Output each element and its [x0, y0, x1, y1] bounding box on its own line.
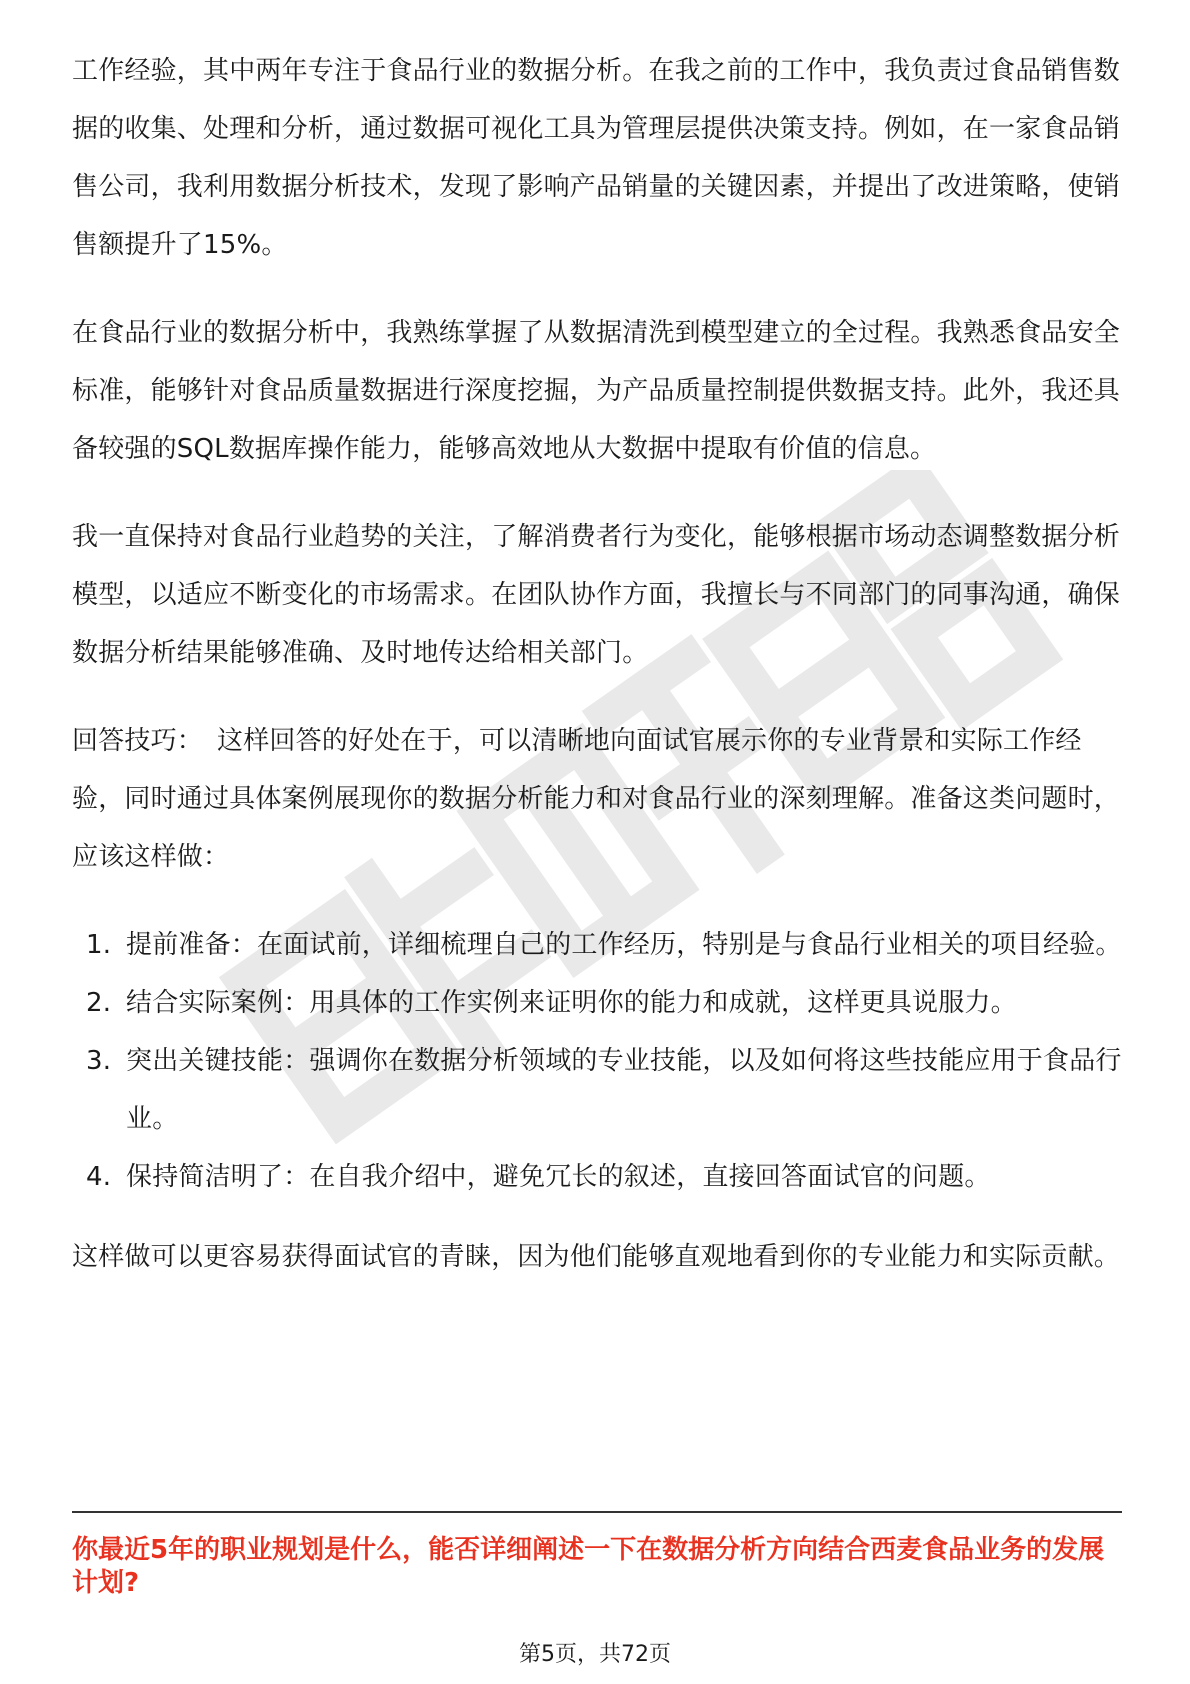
- list-item: [72, 1148, 1122, 1206]
- paragraph: 工作经验，其中两年专注于食品行业的数据分析。在我之前的工作中，我负责过食品销售数据的收集、处理和分析，通过数据可视化工具为管理层提供决策支持。例如，在一家食品销售公司，我利用数据分析技术，发现了影响产品销量的关键因素，并提出了改进策略，使销售额提升了15%。: [72, 56, 1121, 260]
- answer-tips-text: 这样回答的好处在于，可以清晰地向面试官展示你的专业背景和实际工作经验，同时通过具体案例展现你的数据分析能力和对食品行业的深刻理解。准备这类问题时，应该这样做：: [72, 726, 1121, 872]
- list-item-number: 3.: [86, 1046, 112, 1076]
- paragraph: 我一直保持对食品行业趋势的关注，了解消费者行为变化，能够根据市场动态调整数据分析模型，以适应不断变化的市场需求。在团队协作方面，我擅长与不同部门的同事沟通，确保数据分析结果能够准确、及时地传达给相关部门。: [72, 522, 1121, 668]
- paragraph: 在食品行业的数据分析中，我熟练掌握了从数据清洗到模型建立的全过程。我熟悉食品安全标准，能够针对食品质量数据进行深度挖掘，为产品质量控制提供数据支持。此外，我还具备较强的SQL数据库操作能力，能够高效地从大数据中提取有价值的信息。: [72, 318, 1121, 464]
- page-number: 第5页，共72页: [519, 1642, 671, 1667]
- list-item-number: 1.: [86, 930, 112, 960]
- section-divider: [72, 1511, 1122, 1513]
- next-question-heading: 你最近5年的职业规划是什么，能否详细阐述一下在数据分析方向结合西麦食品业务的发展计划?: [72, 1535, 1105, 1598]
- list-item-text: 保持简洁明了：在自我介绍中，避免冗长的叙述，直接回答面试官的问题。: [126, 1162, 991, 1192]
- conclusion-paragraph: 这样做可以更容易获得面试官的青睐，因为他们能够直观地看到你的专业能力和实际贡献。: [72, 1242, 1121, 1272]
- tips-list: [72, 916, 1122, 1206]
- list-item: [72, 916, 1122, 974]
- list-item: [72, 974, 1122, 1032]
- list-item: [72, 1032, 1122, 1148]
- answer-tips-label: 回答技巧：: [72, 726, 204, 756]
- list-item-number: 2.: [86, 988, 112, 1018]
- list-item-text: 突出关键技能：强调你在数据分析领域的专业技能，以及如何将这些技能应用于食品行业。: [126, 1046, 1122, 1134]
- list-item-number: 4.: [86, 1162, 112, 1192]
- document-body: [72, 42, 1122, 1316]
- answer-tips: [72, 712, 1122, 886]
- list-item-text: 结合实际案例：用具体的工作实例来证明你的能力和成就，这样更具说服力。: [126, 988, 1017, 1018]
- list-item-text: 提前准备：在面试前，详细梳理自己的工作经历，特别是与食品行业相关的项目经验。: [126, 930, 1122, 960]
